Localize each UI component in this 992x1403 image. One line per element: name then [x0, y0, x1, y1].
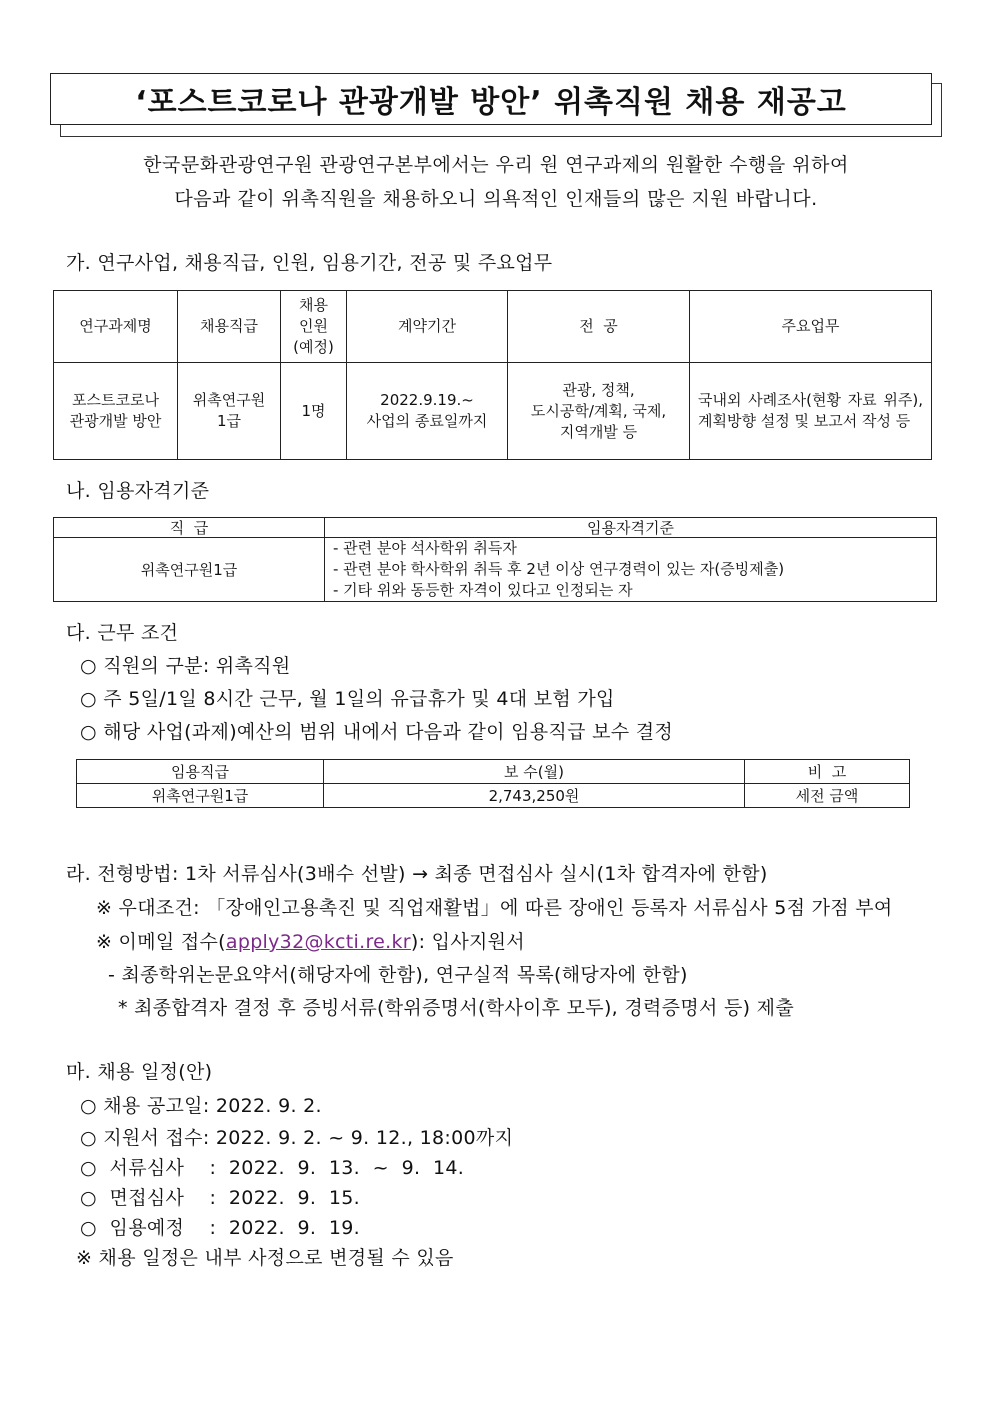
intro-paragraph: [60, 148, 932, 216]
final-documents-note: * 최종합격자 결정 후 증빙서류(학위증명서(학사이후 모두), 경력증명서 등) 제출: [118, 997, 794, 1019]
header-cell: 임용자격기준: [325, 518, 937, 538]
major-cell: 관광, 정책, 도시공학/계획, 국제, 지역개발 등: [508, 363, 690, 460]
rank-cell: 위촉연구원 1급: [178, 363, 281, 460]
header-cell: 전 공: [508, 291, 690, 363]
intro-line: 다음과 같이 위촉직원을 채용하오니 의욕적인 인재들의 많은 지원 바랍니다.: [174, 188, 818, 210]
table-header-row: [77, 760, 910, 784]
intro-line: 한국문화관광연구원 관광연구본부에서는 우리 원 연구과제의 원활한 수행을 위하여: [143, 154, 849, 176]
table-header-row: [54, 291, 932, 363]
schedule-item: ○ 서류심사 : 2022. 9. 13. ~ 9. 14.: [80, 1157, 465, 1179]
header-cell: 직 급: [54, 518, 325, 538]
header-cell: 임용직급: [77, 760, 324, 784]
criteria-item: - 기타 위와 동등한 자격이 있다고 인정되는 자: [333, 581, 633, 599]
header-cell: 연구과제명: [54, 291, 178, 363]
condition-item: ○ 주 5일/1일 8시간 근무, 월 1일의 유급휴가 및 4대 보험 가입: [80, 688, 615, 710]
qualification-table: [53, 517, 937, 602]
title-frame: [50, 73, 932, 125]
table-header-row: [54, 518, 937, 538]
email-note-prefix: ※ 이메일 접수(: [96, 931, 226, 953]
header-cell: 계약기간: [347, 291, 508, 363]
header-cell: 비 고: [745, 760, 910, 784]
criteria-item: - 관련 분야 석사학위 취득자: [333, 539, 517, 557]
section-e-heading: 마. 채용 일정(안): [66, 1061, 213, 1083]
email-note: [96, 927, 525, 954]
criteria-item: - 관련 분야 학사학위 취득 후 2년 이상 연구경력이 있는 자(증빙제출): [333, 560, 785, 578]
email-link[interactable]: apply32@kcti.re.kr: [225, 931, 411, 953]
section-d-heading: 라. 전형방법: 1차 서류심사(3배수 선발) → 최종 면접심사 실시(1차 합격자에 한함): [66, 863, 768, 885]
project-cell: 포스트코로나 관광개발 방안: [54, 363, 178, 460]
period-cell: 2022.9.19.~ 사업의 종료일까지: [347, 363, 508, 460]
header-cell: 보 수(월): [324, 760, 745, 784]
schedule-item: ○ 지원서 접수: 2022. 9. 2. ~ 9. 12., 18:00까지: [80, 1127, 514, 1149]
section-b-heading: 나. 임용자격기준: [66, 480, 210, 502]
schedule-item: ○ 면접심사 : 2022. 9. 15.: [80, 1187, 361, 1209]
table-row: [54, 363, 932, 460]
table-row: [77, 784, 910, 808]
table-row: [54, 538, 937, 602]
schedule-item: ○ 임용예정 : 2022. 9. 19.: [80, 1217, 361, 1239]
section-c-heading: 다. 근무 조건: [66, 622, 179, 644]
criteria-cell: [325, 538, 937, 602]
header-cell: 채용 인원 (예정): [281, 291, 347, 363]
count-cell: 1명: [281, 363, 347, 460]
email-note-suffix: ): 입사지원서: [410, 931, 525, 953]
recruitment-table: [53, 290, 932, 460]
condition-item: ○ 해당 사업(과제)예산의 범위 내에서 다음과 같이 임용직급 보수 결정: [80, 721, 674, 743]
pay-amount-cell: 2,743,250원: [324, 784, 745, 808]
pay-table: [76, 759, 910, 808]
rank-cell: 위촉연구원1급: [54, 538, 325, 602]
section-a-heading: 가. 연구사업, 채용직급, 인원, 임용기간, 전공 및 주요업무: [66, 252, 553, 274]
duties-cell: 국내외 사례조사(현황 자료 위주), 계획방향 설정 및 보고서 작성 등: [690, 363, 932, 460]
condition-item: ○ 직원의 구분: 위촉직원: [80, 655, 291, 677]
page-title: ‘포스트코로나 관광개발 방안’ 위촉직원 채용 재공고: [50, 73, 932, 125]
documents-note: - 최종학위논문요약서(해당자에 한함), 연구실적 목록(해당자에 한함): [108, 964, 688, 986]
schedule-item: ○ 채용 공고일: 2022. 9. 2.: [80, 1095, 322, 1117]
pay-note-cell: 세전 금액: [745, 784, 910, 808]
pay-rank-cell: 위촉연구원1급: [77, 784, 324, 808]
schedule-note: ※ 채용 일정은 내부 사정으로 변경될 수 있음: [76, 1247, 454, 1269]
header-cell: 채용직급: [178, 291, 281, 363]
preference-note: ※ 우대조건: 「장애인고용촉진 및 직업재활법」에 따른 장애인 등록자 서류심사 5점 가점 부여: [96, 897, 893, 919]
header-cell: 주요업무: [690, 291, 932, 363]
